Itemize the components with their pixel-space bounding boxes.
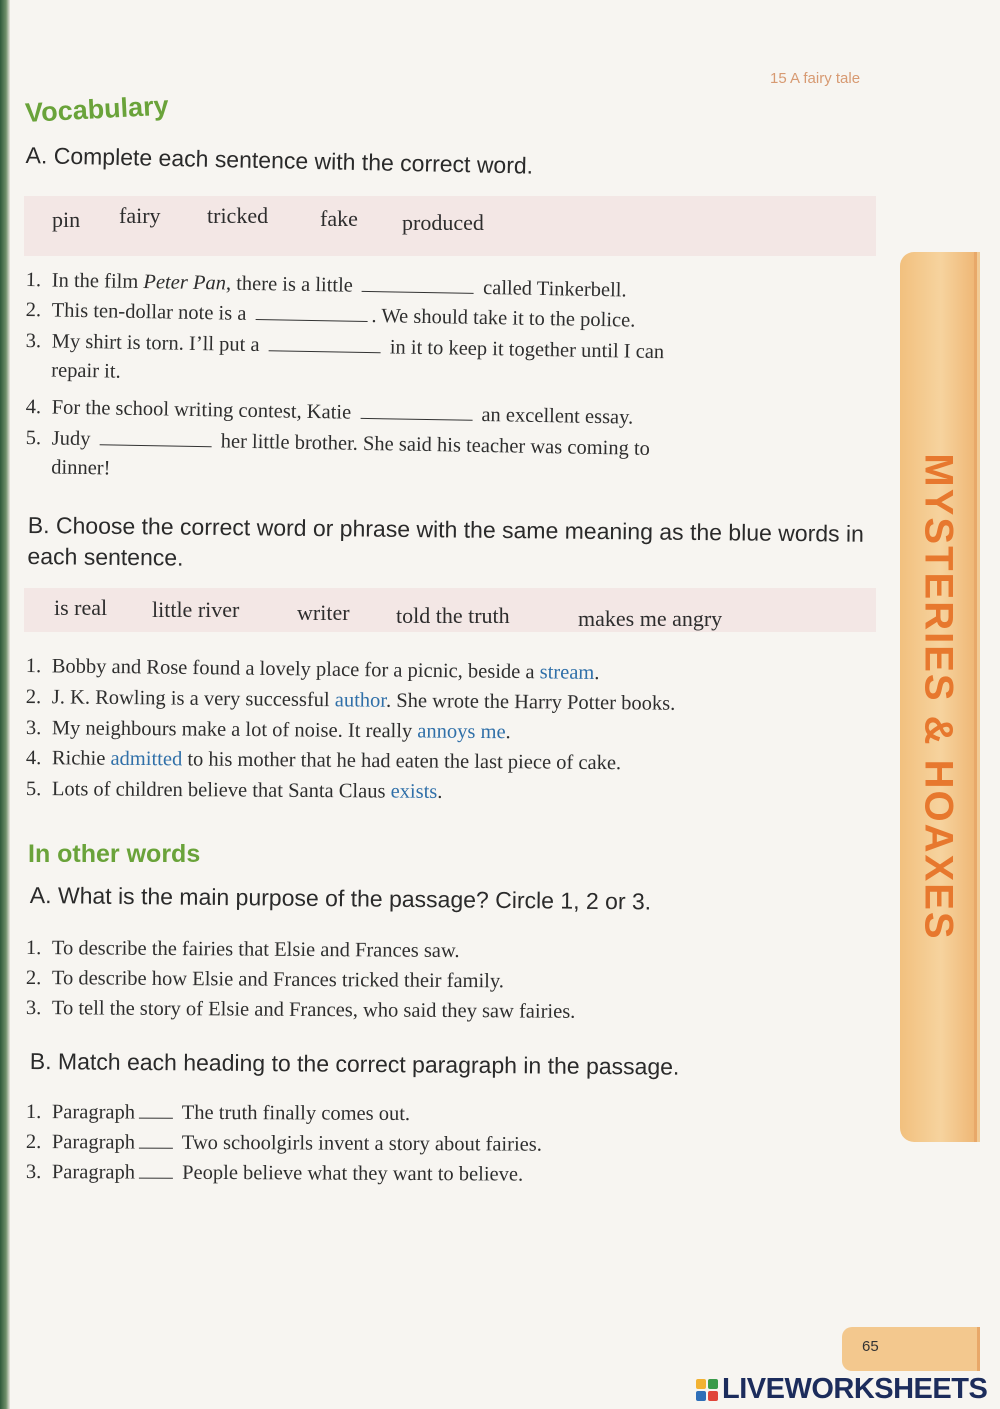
vocab-b-item: 1. Bobby and Rose found a lovely place for a picnic, beside a stream. bbox=[25, 654, 600, 685]
running-head: 15 A fairy tale bbox=[770, 70, 861, 87]
vocab-b-item: 2. J. K. Rowling is a very successful author. She wrote the Harry Potter books. bbox=[25, 685, 676, 715]
purpose-option[interactable]: 3. To tell the story of Elsie and Frances, who said they saw fairies. bbox=[25, 996, 576, 1023]
word-bank-item: tricked bbox=[207, 203, 269, 228]
answer-blank[interactable] bbox=[255, 301, 367, 322]
answer-blank[interactable] bbox=[360, 400, 472, 421]
answer-blank[interactable] bbox=[99, 426, 211, 447]
paragraph-blank[interactable] bbox=[139, 1100, 173, 1119]
vocab-a-item: 5. Judy her little brother. She said his teacher was coming to dinner! bbox=[25, 426, 651, 480]
vocab-a-item: 3. My shirt is torn. I’ll put a in it to keep it together until I can repair it. bbox=[25, 329, 665, 383]
other-words-task-b-instruction: B. Match each heading to the correct paragraph in the passage. bbox=[29, 1047, 680, 1080]
answer-blank[interactable] bbox=[269, 332, 381, 353]
other-words-task-a-instruction: A. What is the main purpose of the passage? Circle 1, 2 or 3. bbox=[29, 881, 652, 915]
match-item: 2. Paragraph Two schoolgirls invent a story about fairies. bbox=[25, 1131, 542, 1156]
purpose-option[interactable]: 2. To describe how Elsie and Frances tricked their family. bbox=[25, 966, 505, 993]
word-bank-item: produced bbox=[402, 210, 484, 235]
vocab-b-item: 4. Richie admitted to his mother that he had eaten the last piece of cake. bbox=[25, 746, 622, 775]
word-bank-item: is real bbox=[54, 595, 108, 620]
vocab-a-item: 1. In the film Peter Pan, there is a little called Tinkerbell. bbox=[25, 268, 627, 302]
chapter-side-label: MYSTERIES & HOAXES bbox=[916, 453, 961, 941]
target-word: stream bbox=[539, 661, 595, 684]
match-item: 1. Paragraph The truth finally comes out. bbox=[25, 1101, 411, 1126]
target-word: admitted bbox=[110, 747, 183, 771]
vocabulary-title: Vocabulary bbox=[24, 90, 170, 129]
vocab-task-b-instruction: B. Choose the correct word or phrase with the same meaning as the blue words in each sentence. bbox=[27, 511, 865, 571]
purpose-option[interactable]: 1. To describe the fairies that Elsie and Frances saw. bbox=[25, 936, 460, 963]
word-bank-item: makes me angry bbox=[578, 606, 723, 631]
word-bank-item: pin bbox=[52, 207, 81, 232]
word-bank-item: little river bbox=[152, 597, 240, 622]
vocab-task-a-instruction: A. Complete each sentence with the correct word. bbox=[25, 141, 534, 179]
word-bank-item: fairy bbox=[119, 203, 161, 228]
word-bank-item: fake bbox=[320, 206, 358, 231]
vocab-b-item: 5. Lots of children believe that Santa Claus exists. bbox=[25, 777, 443, 803]
brand-name: LIVEWORKSHEETS bbox=[722, 1373, 988, 1405]
word-bank-item: told the truth bbox=[396, 603, 510, 628]
page-edge-strip bbox=[0, 0, 10, 1409]
vocab-b-item: 3. My neighbours make a lot of noise. It really annoys me. bbox=[25, 716, 511, 744]
target-word: annoys me bbox=[417, 720, 506, 744]
paragraph-blank[interactable] bbox=[139, 1130, 173, 1149]
answer-blank[interactable] bbox=[362, 273, 474, 294]
target-word: author bbox=[334, 689, 387, 712]
vocab-a-item: 4. For the school writing contest, Katie an excellent essay. bbox=[25, 395, 634, 429]
word-bank-item: writer bbox=[297, 600, 350, 625]
in-other-words-title: In other words bbox=[28, 840, 201, 868]
liveworksheets-logo bbox=[696, 1373, 987, 1406]
match-item: 3. Paragraph People believe what they want to believe. bbox=[25, 1161, 524, 1186]
liveworksheets-icon bbox=[696, 1379, 718, 1401]
vocab-a-item: 2. This ten-dollar note is a . We should take it to the police. bbox=[25, 298, 636, 332]
paragraph-blank[interactable] bbox=[139, 1160, 173, 1179]
page-number: 65 bbox=[862, 1338, 879, 1355]
target-word: exists bbox=[390, 780, 438, 803]
